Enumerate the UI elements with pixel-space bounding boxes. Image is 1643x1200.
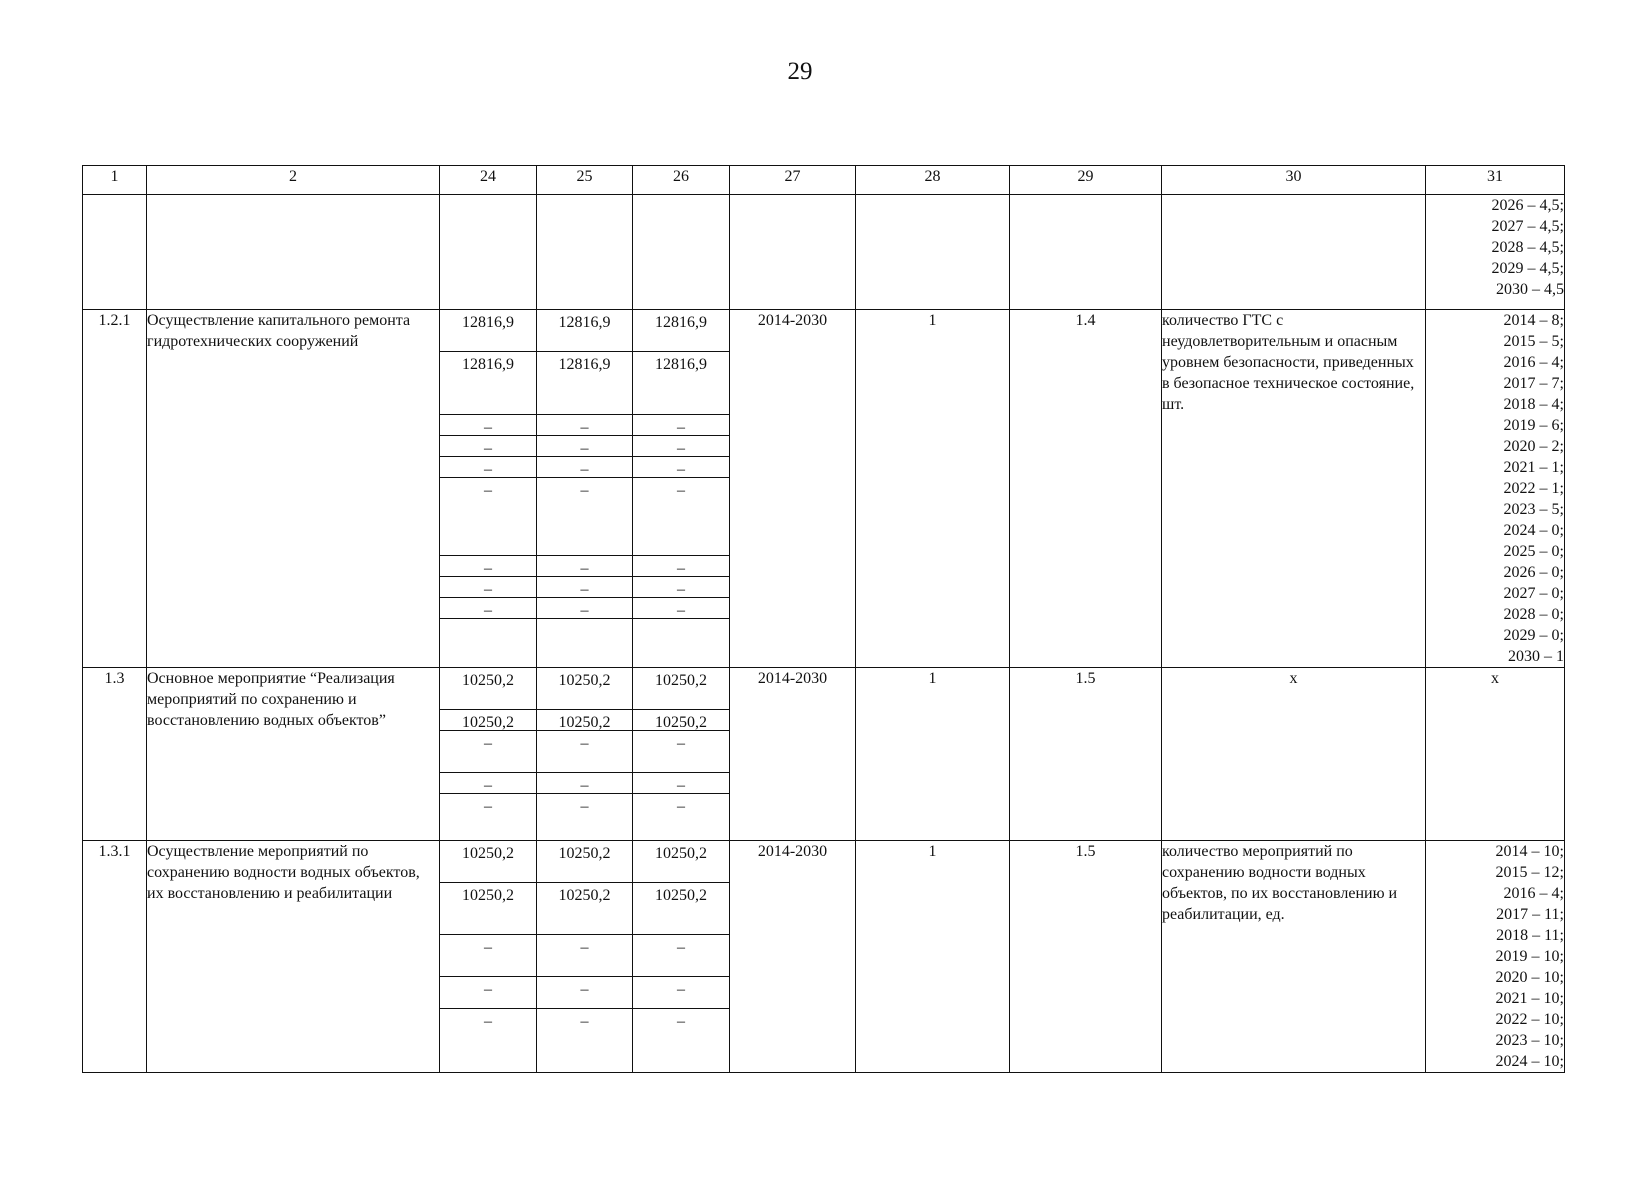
col-29-cell: 1.5 <box>1010 841 1162 1073</box>
indicator-value: 2027 – 4,5; <box>1491 218 1564 235</box>
indicator-values <box>1426 841 1565 1073</box>
indicator-value: 2029 – 4,5; <box>1491 260 1564 277</box>
header-col-26: 26 <box>633 166 730 195</box>
row-name: Основное мероприятие “Реализация мероприятий по сохранению и восстановлению водных объектов” <box>147 668 440 841</box>
finance-col-26: 10250,2 10250,2 – – – <box>633 841 730 1073</box>
indicator-value: 2018 – 4; <box>1503 396 1564 413</box>
continuation-row <box>83 195 1565 310</box>
indicator-name: количество ГТС с неудовлетворительным и опасным уровнем безопасности, приведенных в безопасное техническое состояние, шт. <box>1162 310 1426 668</box>
indicator-values <box>1426 310 1565 668</box>
col-28-cell: 1 <box>856 841 1010 1073</box>
finance-col-26: 10250,2 10250,2 – – – <box>633 668 730 841</box>
indicator-value: 2023 – 10; <box>1495 1032 1564 1049</box>
col-29-cell: 1.4 <box>1010 310 1162 668</box>
header-col-27: 27 <box>730 166 856 195</box>
finance-col-26: 12816,9 12816,9 – – – – – – – <box>633 310 730 668</box>
indicator-value: 2028 – 0; <box>1503 606 1564 623</box>
indicator-value: 2026 – 0; <box>1503 564 1564 581</box>
indicator-value: 2026 – 4,5; <box>1491 197 1564 214</box>
col-28-cell: 1 <box>856 310 1010 668</box>
col-29-cell: 1.5 <box>1010 668 1162 841</box>
indicator-value: 2015 – 12; <box>1495 864 1564 881</box>
period-cell: 2014-2030 <box>730 668 856 841</box>
finance-col-25: 10250,2 10250,2 – – – <box>537 841 633 1073</box>
indicator-value: 2025 – 0; <box>1503 543 1564 560</box>
header-col-1: 1 <box>83 166 147 195</box>
indicator-value: 2022 – 10; <box>1495 1011 1564 1028</box>
indicator-value: 2014 – 10; <box>1495 843 1564 860</box>
indicator-value: 2023 – 5; <box>1503 501 1564 518</box>
col-28-cell: 1 <box>856 668 1010 841</box>
indicator-value: 2017 – 11; <box>1496 906 1564 923</box>
finance-col-24: 10250,2 10250,2 – – – <box>440 668 537 841</box>
indicator-value: 2021 – 1; <box>1503 459 1564 476</box>
finance-col-24: 10250,2 10250,2 – – – <box>440 841 537 1073</box>
indicator-value: 2029 – 0; <box>1503 627 1564 644</box>
indicator-name: количество мероприятий по сохранению водности водных объектов, по их восстановлению и реабилитации, ед. <box>1162 841 1426 1073</box>
finance-col-25: 10250,2 10250,2 – – – <box>537 668 633 841</box>
table-row <box>83 668 1565 841</box>
indicator-value: 2024 – 10; <box>1495 1053 1564 1070</box>
indicator-value: 2027 – 0; <box>1503 585 1564 602</box>
indicator-value: 2030 – 1 <box>1508 648 1564 665</box>
indicator-name: х <box>1162 668 1426 841</box>
indicator-value: 2016 – 4; <box>1503 885 1564 902</box>
row-name: Осуществление капитального ремонта гидротехнических сооружений <box>147 310 440 668</box>
header-col-25: 25 <box>537 166 633 195</box>
indicator-value: 2028 – 4,5; <box>1491 239 1564 256</box>
indicator-value: 2018 – 11; <box>1496 927 1564 944</box>
header-row <box>83 166 1565 195</box>
indicator-value: 2021 – 10; <box>1495 990 1564 1007</box>
indicator-values <box>1426 195 1565 310</box>
program-table <box>82 165 1565 1073</box>
row-name: Осуществление мероприятий по сохранению водности водных объектов, их восстановлению и реабилитации <box>147 841 440 1073</box>
indicator-value: 2019 – 6; <box>1503 417 1564 434</box>
header-col-24: 24 <box>440 166 537 195</box>
indicator-value: 2030 – 4,5 <box>1496 281 1564 298</box>
indicator-values <box>1426 668 1565 841</box>
header-col-2: 2 <box>147 166 440 195</box>
indicator-value: 2024 – 0; <box>1503 522 1564 539</box>
indicator-value: х <box>1491 670 1499 687</box>
table-row <box>83 841 1565 1073</box>
indicator-value: 2022 – 1; <box>1503 480 1564 497</box>
indicator-value: 2015 – 5; <box>1503 333 1564 350</box>
indicator-value: 2014 – 8; <box>1503 312 1564 329</box>
indicator-value: 2017 – 7; <box>1503 375 1564 392</box>
page-number: 29 <box>787 58 813 85</box>
period-cell: 2014-2030 <box>730 841 856 1073</box>
indicator-value: 2020 – 10; <box>1495 969 1564 986</box>
header-col-29: 29 <box>1010 166 1162 195</box>
row-number: 1.3.1 <box>83 841 147 1073</box>
indicator-value: 2020 – 2; <box>1503 438 1564 455</box>
row-number: 1.2.1 <box>83 310 147 668</box>
period-cell: 2014-2030 <box>730 310 856 668</box>
finance-col-24: 12816,9 12816,9 – – – – – – – <box>440 310 537 668</box>
table-row <box>83 310 1565 668</box>
indicator-value: 2016 – 4; <box>1503 354 1564 371</box>
header-col-31: 31 <box>1426 166 1565 195</box>
header-col-28: 28 <box>856 166 1010 195</box>
finance-col-25: 12816,9 12816,9 – – – – – – – <box>537 310 633 668</box>
row-number: 1.3 <box>83 668 147 841</box>
indicator-value: 2019 – 10; <box>1495 948 1564 965</box>
header-col-30: 30 <box>1162 166 1426 195</box>
